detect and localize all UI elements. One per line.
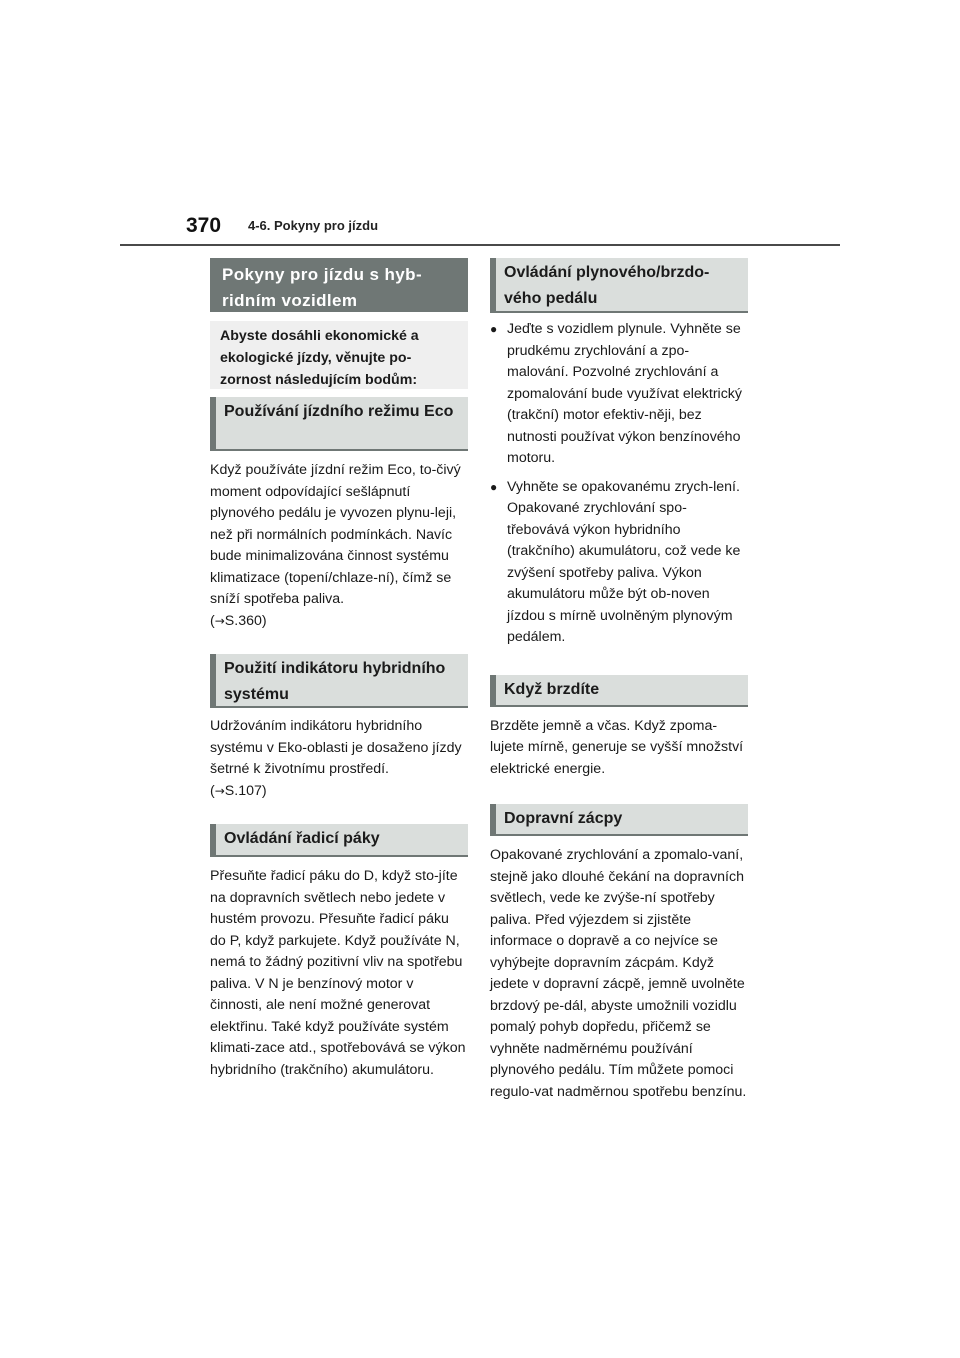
heading-pedal-control: Ovládání plynového/brzdo-vého pedálu — [490, 258, 748, 313]
pedal-bullet-list — [490, 319, 748, 649]
hybrid-indicator-body: Udržováním indikátoru hybridního systému v Eko-oblasti je dosaženo jízdy šetrné k životnímu prostředí. — [210, 718, 462, 777]
hybrid-indicator-text: Udržováním indikátoru hybridního systému v Eko-oblasti je dosaženo jízdy šetrné k životnímu prostředí. (→S.107) — [210, 718, 462, 799]
list-item — [490, 319, 748, 470]
main-heading: Pokyny pro jízdu s hyb-ridním vozidlem — [210, 258, 468, 312]
header-rule — [120, 244, 840, 246]
left-column — [210, 258, 468, 1081]
right-column — [490, 258, 748, 1103]
arrow-icon: → — [214, 783, 225, 798]
eco-mode-text: Když používáte jízdní režim Eco, to-čivý moment odpovídající sešlápnutí plynového pedálu je vyvozen plynu-leji, než při normálních podmínkách. Navíc bude minimalizována činnost systému klimatizace (topení/chlaze-ní), čímž se sníží spotřeba paliva. (→S.360) — [210, 462, 461, 629]
section-reference: 4-6. Pokyny pro jízdu — [248, 218, 379, 233]
heading-hybrid-indicator: Použití indikátoru hybridního systému — [210, 654, 468, 708]
eco-mode-body: Když používáte jízdní režim Eco, to-čivý moment odpovídající sešlápnutí plynového pedálu je vyvozen plynu-leji, než při normálních podmínkách. Navíc bude minimalizována činnost systému klimatizace (topení/chlaze-ní), čímž se sníží spotřeba paliva. — [210, 462, 461, 607]
list-item — [490, 477, 748, 649]
hybrid-indicator-ref: S.107 — [224, 782, 262, 799]
braking-text: Brzděte jemně a včas. Když zpoma-lujete mírně, generuje se vyšší množství elektrické energie. — [490, 717, 744, 777]
bullet-text: Jeďte s vozidlem plynule. Vyhněte se prudkému zrychlování a zpo-malování. Pozvolné zrychlování a zpomalování bude využívat elektrický (trakční) motor efektiv-něji, bez nutnosti používat výkon benzínového motoru. — [507, 321, 742, 466]
page-number: 370 — [186, 214, 222, 237]
bullet-icon: ● — [490, 479, 498, 494]
heading-traffic-jams: Dopravní zácpy — [490, 804, 748, 836]
eco-mode-ref: S.360 — [224, 612, 262, 629]
arrow-icon: → — [214, 613, 225, 628]
traffic-jams-text: Opakované zrychlování a zpomalo-vaní, stejně jako dlouhé čekání na dopravních světlech, vede ke zvýše-ní spotřeby paliva. Před výjezdem si zjistěte informace o dopravě a co nejvíce se vyhýbejte dopravním zácpám. Když jedete v dopravní zácpě, jemně uvolněte brzdový pe-dál, abyste umožnili vozidlu pomalý pohyb dopředu, přičemž se vyhněte nadměrnému používání plynového pedálu. Tím můžete pomoci regulo-vat nadměrnou spotřebu benzínu. — [490, 847, 747, 1100]
heading-eco-mode: Používání jízdního režimu Eco — [210, 397, 468, 451]
shift-lever-text: Přesuňte řadicí páku do D, když sto-jíte na dopravních světlech nebo jedete v hustém provozu. Přesuňte řadicí páku do P, když parkujete. Když používáte N, nemá to žádný pozitivní vliv na spotřebu paliva. V N je benzínový motor v činnosti, ale není možné generovat elektřinu. Také když používáte systém klimati-zace atd., spotřebovává se výkon hybridního (trakčního) akumulátoru. — [210, 868, 466, 1078]
heading-shift-lever: Ovládání řadicí páky — [210, 824, 468, 857]
bullet-text: Vyhněte se opakovanému zrych-lení. Opakované zrychlování spo-třebovává výkon hybridního (trakčního) akumulátoru, což vede ke zvýšení spotřeby paliva. Výkon akumulátoru může být ob-noven jízdou s mírně uvolněným plynovým pedálem. — [507, 478, 741, 645]
intro-box: Abyste dosáhli ekonomické a ekologické jízdy, věnujte po-zornost následujícím bodům: — [210, 321, 468, 389]
heading-braking: Když brzdíte — [490, 675, 748, 707]
bullet-icon: ● — [490, 322, 498, 336]
